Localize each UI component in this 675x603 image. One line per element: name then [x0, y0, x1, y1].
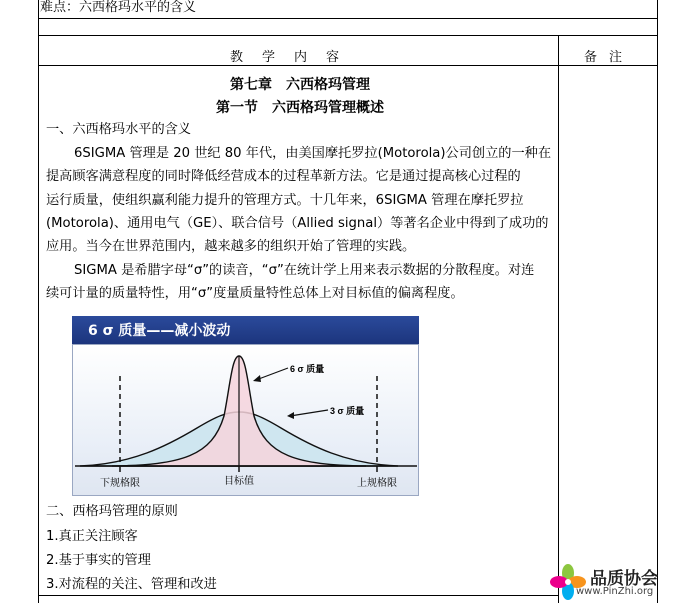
label-3sigma: 3 σ 质量 [330, 406, 365, 416]
paragraph-2-line: 续可计量的质量特性，用“σ”度量质量特性总体上对目标值的偏离程度。 [46, 286, 464, 302]
watermark-name: 品质协会 [590, 569, 658, 589]
principle-item: 2.基于事实的管理 [46, 553, 151, 568]
paragraph-1-line: 提高顾客满意程度的同时降低经营成本的过程革新方法。它是通过提高核心过程的 [46, 169, 521, 185]
paragraph-2-line: SIGMA 是希腊字母“σ”的读音，“σ”在统计学上用来表示数据的分散程度。对连 [74, 263, 535, 278]
paragraph-2 [46, 259, 556, 306]
table-row-line-1 [38, 18, 658, 19]
table-row-line-bottom [38, 595, 558, 596]
x-label-lower: 下规格限 [100, 478, 140, 489]
arrow-3sigma [290, 410, 328, 416]
table-border-left [38, 0, 39, 603]
heading-2: 二、西格玛管理的原则 [46, 504, 178, 519]
paragraph-1-line: (Motorola)、通用电气（GE）、联合信号（Allied signal）等著名企业中得到了成功的 [46, 215, 549, 231]
principle-item: 3.对流程的关注、管理和改进 [46, 577, 217, 592]
heading-1: 一、六西格玛水平的含义 [46, 122, 192, 137]
arrow-3sigma-head [287, 412, 294, 419]
six-sigma-chart [72, 316, 422, 496]
chart-title: 6 σ 质量——减小波动 [88, 323, 231, 339]
section-title: 第一节 六西格玛管理概述 [216, 100, 384, 116]
arrow-6sigma-head [253, 375, 261, 382]
arrow-6sigma [256, 368, 288, 380]
label-6sigma: 6 σ 质量 [290, 364, 325, 374]
paragraph-1 [46, 142, 556, 258]
table-row-line-2 [38, 35, 658, 36]
header-notes: 备注 [584, 50, 635, 65]
paragraph-1-line: 6SIGMA 管理是 20 世纪 80 年代，由美国摩托罗拉(Motorola)公司创立的一种在 [74, 146, 552, 161]
pinzhi-watermark-logo [548, 562, 668, 602]
paragraph-1-line: 应用。当今在世界范围内，越来越多的组织开始了管理的实践。 [46, 239, 416, 255]
table-border-right [657, 0, 658, 603]
table-divider-column [558, 35, 559, 603]
difficulty-text: 难点：六西格玛水平的含义 [40, 0, 197, 15]
chart-svg [72, 316, 422, 496]
x-label-target: 目标值 [224, 476, 254, 487]
x-label-upper: 上规格限 [357, 478, 397, 489]
chapter-title: 第七章 六西格玛管理 [230, 77, 370, 93]
header-content: 教学内容 [230, 50, 359, 65]
table-row-line-3 [38, 65, 658, 66]
principle-item: 1.真正关注顾客 [46, 529, 138, 544]
watermark-url: www.PinZhi.org [576, 586, 654, 597]
paragraph-1-line: 运行质量，使组织赢利能力提升的管理方式。十几年来，6SIGMA 管理在摩托罗拉 [46, 192, 524, 208]
